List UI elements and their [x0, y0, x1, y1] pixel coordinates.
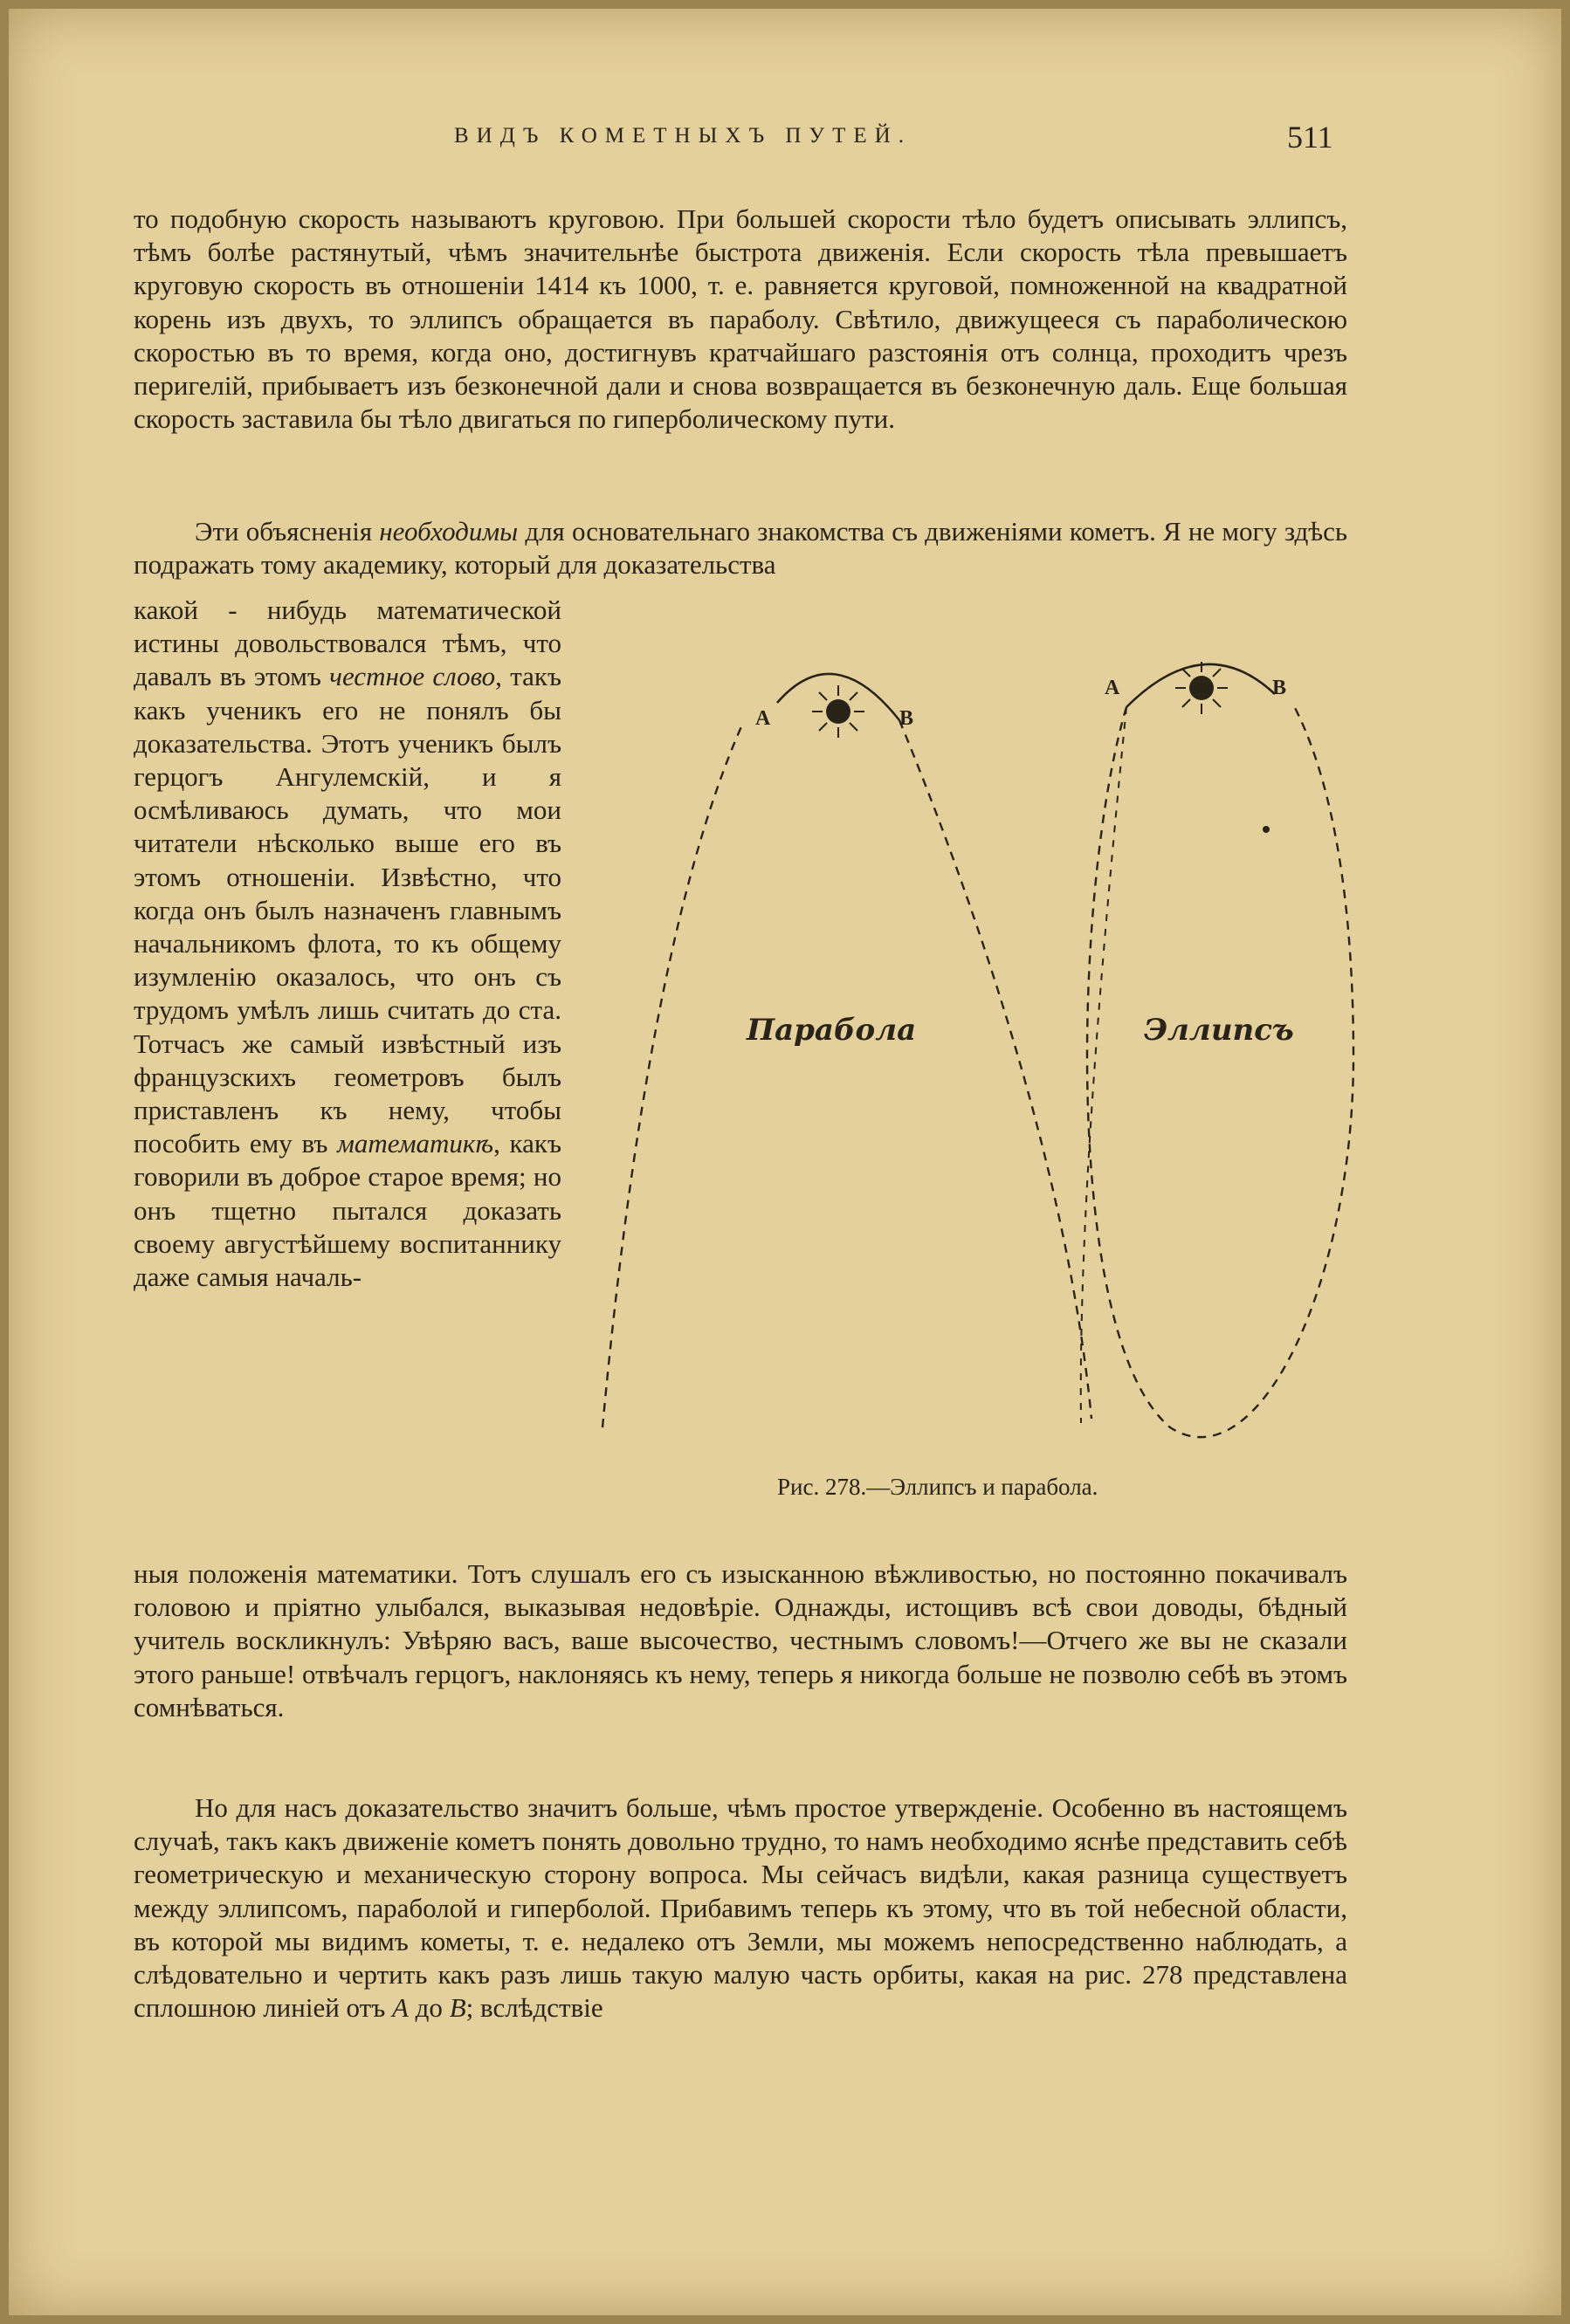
emphasis-mathematics: математикѣ — [337, 1128, 494, 1159]
emphasis-word-of-honor: честное слово — [329, 661, 496, 692]
column-text-b: , такъ какъ ученикъ его не понялъ бы доказательства. Этотъ ученикъ былъ герцогъ Ангулемскій, и я осмѣливаюсь думать, что мои читатели нѣсколько выше его въ этомъ отношеніи. Извѣстно, что когда онъ былъ назначенъ главнымъ начальникомъ флота, то къ общему изумленію оказалось, что онъ съ трудомъ умѣлъ лишь считать до ста. Тотчасъ же самый извѣстный изъ французскихъ геометровъ былъ приставленъ къ нему, чтобы пособить ему въ — [134, 661, 561, 1159]
ellipse-left-lower — [1081, 707, 1126, 1423]
sun-icon — [812, 685, 864, 738]
figure-278 — [576, 620, 1362, 1519]
sun-icon — [1175, 662, 1228, 714]
book-page — [9, 9, 1561, 2315]
orbit-diagram — [576, 620, 1362, 1493]
paragraph-1: то подобную скорость называютъ круговою. При большей скорости тѣло будетъ описывать эллипсъ, тѣмъ болѣе растянутый, чѣмъ значительнѣе быстрота движенія. Если скорость тѣла превышаетъ круговую скорость въ отношеніи 1414 къ 1000, т. е. равняется круговой, помноженной на квадратной корень изъ двухъ, то эллипсъ обращается въ параболу. Свѣтило, движущееся съ параболическою скоростью въ то время, когда оно, достигнувъ кратчайшаго разстоянія отъ солнца, проходитъ чрезъ перигелій, прибываетъ изъ безконечной дали и снова возвращается въ безконечную даль. Еще большая скорость заставила бы тѣло двигаться по гиперболическому пути. — [134, 203, 1347, 435]
paragraph-4-mid: до — [415, 1992, 443, 2024]
parabola-label: Парабола — [747, 1013, 917, 1048]
paragraph-4 — [134, 1791, 1347, 2025]
parabola-point-a: A — [755, 707, 771, 730]
paragraph-2-rest: для основательнаго знакомства съ движеніями кометъ. Я не могу здѣсь подражать тому академику, который для доказательства — [134, 516, 1348, 581]
parabola-curve — [603, 720, 1091, 1427]
ellipse-label: Эллипсъ — [1144, 1013, 1294, 1048]
ellipse-point-a: A — [1105, 677, 1120, 699]
ellipse-curve — [1087, 703, 1353, 1437]
column-text-a: какой - нибудь математической истины довольствовался тѣмъ, что давалъ въ этомъ — [134, 595, 561, 692]
point-b-ref: B — [449, 1992, 466, 2024]
paragraph-4-body: Но для насъ доказательство значитъ больше, чѣмъ простое утвержденіе. Особенно въ настоящемъ случаѣ, такъ какъ движеніе кометъ понять довольно трудно, то намъ необходимо яснѣе представить себѣ геометрическую и механическую сторону вопроса. Мы сейчасъ видѣли, какая разница существуетъ между эллипсомъ, параболой и гиперболой. Прибавимъ теперь къ этому, что въ той небесной области, въ которой мы видимъ кометы, т. е. недалеко отъ Земли, мы можемъ непосредственно наблюдать, а слѣдовательно и чертить какъ разъ лишь такую малую часть орбиты, какая на рис. 278 представлена сплошною линіей отъ — [134, 1792, 1347, 2024]
column-text — [134, 594, 561, 1294]
emphasis-necessary: необходимы — [379, 516, 519, 547]
paragraph-2-start: Эти объясненія — [195, 516, 373, 547]
column-text-c: , какъ говорили въ доброе старое время; но онъ тщетно пытался доказать своему августѣйшему воспитаннику даже самыя началь- — [134, 1128, 561, 1293]
running-head: ВИДЪ КОМЕТНЫХЪ ПУТЕЙ. — [454, 124, 912, 148]
point-a-ref: A — [391, 1992, 409, 2024]
paragraph-4-end: ; вслѣдствіе — [465, 1992, 603, 2024]
ellipse-point-b: B — [1272, 677, 1287, 699]
figure-caption: Рис. 278.—Эллипсъ и парабола. — [777, 1474, 1098, 1500]
paragraph-2 — [134, 515, 1347, 581]
ellipse-focus-dot — [1263, 826, 1270, 833]
page-number: 511 — [1287, 120, 1333, 155]
parabola-point-b: B — [899, 707, 914, 730]
paragraph-3: ныя положенія математики. Тотъ слушалъ его съ изысканною вѣжливостью, но постоянно покачивалъ головою и пріятно улыбался, выказывая недовѣріе. Однажды, истощивъ всѣ свои доводы, бѣдный учитель воскликнулъ: Увѣряю васъ, ваше высочество, честнымъ словомъ!—Отчего же вы не сказали этого раньше! отвѣчалъ герцогъ, наклоняясь къ нему, теперь я никогда больше не позволю себѣ въ этомъ сомнѣваться. — [134, 1558, 1347, 1722]
